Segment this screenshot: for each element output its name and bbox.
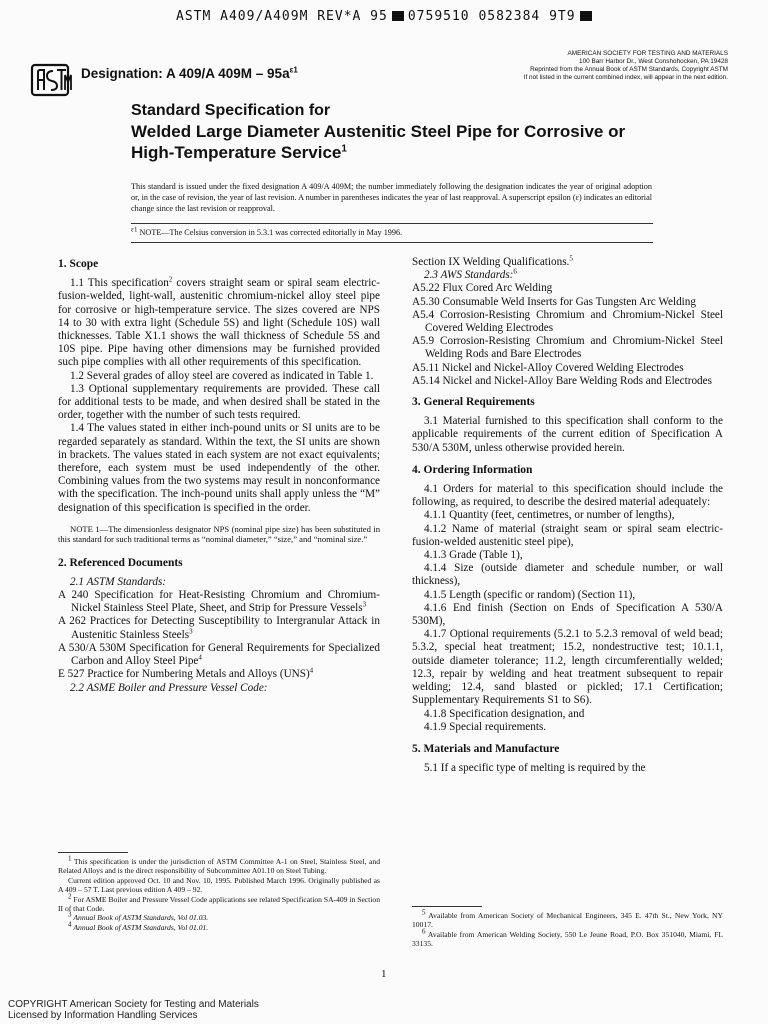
footnote-ref: 3	[189, 626, 193, 635]
designation-text: Designation: A 409/A 409M – 95a	[81, 66, 290, 81]
publisher-line: Reprinted from the Annual Book of ASTM Standards, Copyright ASTM	[530, 66, 728, 73]
reference-e527	[58, 668, 380, 681]
document-title	[131, 100, 625, 163]
footnote-1-text: This specification is under the jurisdiction of ASTM Committee A-1 on Steel, Stainless Steel, and Related Alloys and is the direct responsibility of Subcommittee A01.10 on Steel Tubing.	[58, 857, 380, 876]
aws-a5-14: A5.14 Nickel and Nickel-Alloy Bare Welding Rods and Electrodes	[412, 374, 712, 387]
paragraph-1-4: 1.4 The values stated in either inch-pound units or SI units are to be regarded separately as standard. Within the text, the SI units are shown in brackets. The values stated in each system are not exact equivalents; therefore, each system must be used independently of the other. Combining values from the two systems may result in nonconformance with the specification. The inch-pound units shall apply unless the “M” designation of this specification is specified in the order.	[58, 422, 380, 514]
footnote-ref: 2	[168, 275, 173, 284]
stamp-right: 0759510 0582384 9T9	[407, 9, 576, 24]
footnote-1	[58, 854, 380, 876]
footnote-number: 4	[68, 920, 72, 929]
title-line-2: Welded Large Diameter Austenitic Steel Pipe for Corrosive or	[131, 122, 626, 141]
subsection-2-3	[412, 269, 723, 282]
aws-a5-4: A5.4 Corrosion-Resisting Chromium and Chromium-Nickel Steel Covered Welding Electrodes	[412, 308, 723, 335]
footnote-ref: 4	[198, 653, 202, 662]
footnote-6-text: Available from American Welding Society, 550 Le Jeune Road, P.O. Box 351040, Miami, FL 33135.	[412, 929, 724, 949]
aws-a5-9: A5.9 Corrosion-Resisting Chromium and Chromium-Nickel Steel Welding Rods and Bare Electrodes	[412, 335, 723, 361]
copyright-line-2: Licensed by Information Handling Services	[8, 1010, 198, 1021]
paragraph-4-1-3: 4.1.3 Grade (Table 1),	[424, 549, 523, 562]
publisher-block	[428, 50, 728, 82]
right-footnotes	[412, 906, 723, 949]
right-column	[412, 256, 723, 775]
left-footnotes	[58, 852, 380, 932]
paragraph-5-1: 5.1 If a specific type of melting is required by the	[424, 762, 646, 775]
continued-reference	[412, 256, 723, 269]
aws-a5-30: A5.30 Consumable Weld Inserts for Gas Tungsten Arc Welding	[412, 295, 696, 308]
paragraph-1-3: 1.3 Optional supplementary requirements are provided. These call for additional tests to be made, and when desired shall be stated in the order, together with the number of such tests required.	[58, 382, 380, 422]
paragraph-3-1: 3.1 Material furnished to this specification shall conform to the applicable requirements of the current edition of Specification A 530/A 530M, unless otherwise provided herein.	[412, 415, 723, 454]
title-line-3-text: High-Temperature Service	[131, 143, 342, 162]
publisher-line: AMERICAN SOCIETY FOR TESTING AND MATERIALS	[567, 50, 728, 57]
footnote-ref: 3	[362, 600, 367, 609]
publisher-line: 100 Barr Harbor Dr., West Conshohocken, PA 19428	[579, 58, 728, 65]
reference-a240-text: A 240 Specification for Heat-Resisting Chromium and Chromium-Nickel Stainless Steel Plate, Sheet, and Strip for Pressure Vessels	[58, 589, 380, 615]
paragraph-4-1-5: 4.1.5 Length (specific or random) (Section 11),	[424, 588, 636, 601]
footnote-5-text: Available from American Society of Mechanical Engineers, 345 E. 47th St., New York, NY 10017.	[412, 911, 723, 930]
footnote-4	[58, 920, 380, 932]
section-heading-materials-manufacture: 5. Materials and Manufacture	[412, 742, 560, 755]
reference-a240	[58, 589, 380, 615]
paragraph-4-1-1: 4.1.1 Quantity (feet, centimetres, or number of lengths),	[424, 509, 675, 522]
stamp-block-mark	[580, 11, 592, 21]
paragraph-4-1-7: 4.1.7 Optional requirements (5.2.1 to 5.2.3 removal of weld bead; 5.3.2, special heat treatment; 15.2, nondestructive test; 10.1.1, outside diameter tolerance; 11.2, length circumferentially welded; 12.3, repair by welding and heat treatment subsequent to repair welding; 12.4, sand blasted or pickled; 17.1 Certification; Supplementary Requirements S1 to S6).	[412, 628, 723, 707]
editorial-note-text: NOTE—The Celsius conversion in 5.3.1 was corrected editorially in May 1996.	[139, 228, 403, 237]
aws-a5-22: A5.22 Flux Cored Arc Welding	[412, 282, 553, 295]
paragraph-4-1-6: 4.1.6 End finish (Section on Ends of Specification A 530/A 530M),	[412, 601, 723, 628]
subsection-2-2: 2.2 ASME Boiler and Pressure Vessel Code:	[70, 681, 268, 694]
issuance-statement: This standard is issued under the fixed designation A 409/A 409M; the number immediately following the designation indicates the year of original adoption or, in the case of revision, the year of last revision. A number in parentheses indicates the year of last reapproval. A superscript epsilon (ε) indicates an editorial change since the last revision or reapproval.	[131, 182, 652, 213]
footnote-number: 6	[422, 927, 426, 936]
paragraph-1-2: 1.2 Several grades of alloy steel are covered as indicated in Table 1.	[70, 369, 374, 382]
paragraph-4-1-8: 4.1.8 Specification designation, and	[424, 707, 585, 720]
publisher-line: If not listed in the current combined index, will appear in the next edition.	[523, 74, 728, 81]
section-heading-general-requirements: 3. General Requirements	[412, 396, 535, 409]
footnote-5	[412, 908, 723, 930]
document-stamp	[176, 9, 596, 24]
section-heading-referenced-documents: 2. Referenced Documents	[58, 556, 183, 569]
subsection-2-1: 2.1 ASTM Standards:	[70, 575, 167, 588]
left-column	[58, 258, 380, 695]
copyright-line-1: COPYRIGHT American Society for Testing and Materials	[8, 999, 259, 1010]
footnote-ref: 5	[569, 254, 573, 263]
divider	[131, 223, 653, 224]
title-footnote-ref: 1	[341, 143, 347, 155]
stamp-left: ASTM A409/A409M REV*A 95	[176, 9, 388, 24]
page-number: 1	[381, 968, 387, 980]
footnote-2-text: For ASME Boiler and Pressure Vessel Code applications see related Specification SA-409 in Section II of that Code.	[58, 894, 380, 914]
note-1	[58, 524, 380, 545]
divider	[131, 242, 653, 243]
footnote-number: 3	[68, 910, 72, 919]
paragraph-1-1	[58, 277, 380, 369]
section-heading-ordering-information: 4. Ordering Information	[412, 463, 533, 476]
paragraph-4-1-4: 4.1.4 Size (outside diameter and schedule number, or wall thickness),	[412, 562, 723, 588]
reference-a530-text: A 530/A 530M Specification for General Requirements for Specialized Carbon and Alloy Steel Pipe	[58, 641, 380, 668]
reference-a530	[58, 642, 380, 668]
footnote-4-text: Annual Book of ASTM Standards, Vol 01.01.	[73, 922, 209, 932]
footnote-number: 5	[422, 908, 426, 917]
editorial-note	[131, 225, 403, 237]
reference-a262-text: A 262 Practices for Detecting Susceptibility to Intergranular Attack in Austenitic Stainless Steels	[58, 615, 380, 641]
designation-epsilon: ε1	[289, 65, 298, 75]
paragraph-4-1: 4.1 Orders for material to this specification should include the following, as required, to describe the desired material adequately:	[412, 483, 723, 509]
footnote-1b: Current edition approved Oct. 10 and Nov. 10, 1995. Published March 1996. Originally published as A 409 – 57 T. Last previous edition A 409 – 92.	[58, 875, 380, 895]
footnote-6	[412, 927, 724, 949]
aws-a5-11: A5.11 Nickel and Nickel-Alloy Covered Welding Electrodes	[412, 361, 684, 374]
designation	[81, 66, 298, 81]
stamp-block-mark	[392, 11, 404, 21]
section-heading-scope: 1. Scope	[58, 258, 99, 270]
editorial-note-sup: ε1	[131, 225, 138, 234]
footnote-ref: 6	[513, 267, 517, 276]
astm-logo	[30, 62, 74, 98]
subsection-2-3-text: 2.3 AWS Standards:	[424, 269, 514, 282]
footnote-3	[58, 910, 380, 923]
footnote-number: 1	[68, 854, 72, 863]
p1-1-rest: covers straight seam or spiral seam electric-fusion-welded, light-wall, austenitic chromium-nickel alloy steel pipe for corrosive or high-temperature service. The sizes covered are NPS 14 to 30 with extra light (Schedule 5S) and light (Schedule 10S) wall thicknesses. Table X1.1 shows the wall thickness of Schedule 5S and 10S pipe. Pipe having other dimensions may be furnished provided such pipe complies with all other requirements of this specification.	[58, 277, 380, 369]
title-line-3	[131, 142, 625, 163]
footnote-ref: 4	[309, 666, 314, 675]
footnote-2	[58, 892, 380, 914]
footnote-3-text: Annual Book of ASTM Standards, Vol 01.03.	[73, 913, 209, 923]
continued-reference-text: Section IX Welding Qualifications.	[412, 256, 570, 268]
copyright-notice	[8, 999, 259, 1021]
reference-e527-text: E 527 Practice for Numbering Metals and Alloys (UNS)	[58, 668, 310, 681]
reference-a262	[58, 615, 380, 641]
title-line-1: Standard Specification for	[131, 102, 331, 119]
p1-1-start: 1.1 This specification	[70, 277, 169, 290]
note-1-text: NOTE 1—The dimensionless designator NPS (nominal pipe size) has been substituted in this standard for such traditional terms as “nominal diameter,” “size,” and “nominal size.”	[58, 523, 380, 545]
paragraph-4-1-9: 4.1.9 Special requirements.	[424, 720, 547, 733]
paragraph-4-1-2: 4.1.2 Name of material (straight seam or spiral seam electric-fusion-welded austenitic steel pipe),	[412, 522, 723, 548]
footnote-number: 2	[68, 892, 72, 901]
